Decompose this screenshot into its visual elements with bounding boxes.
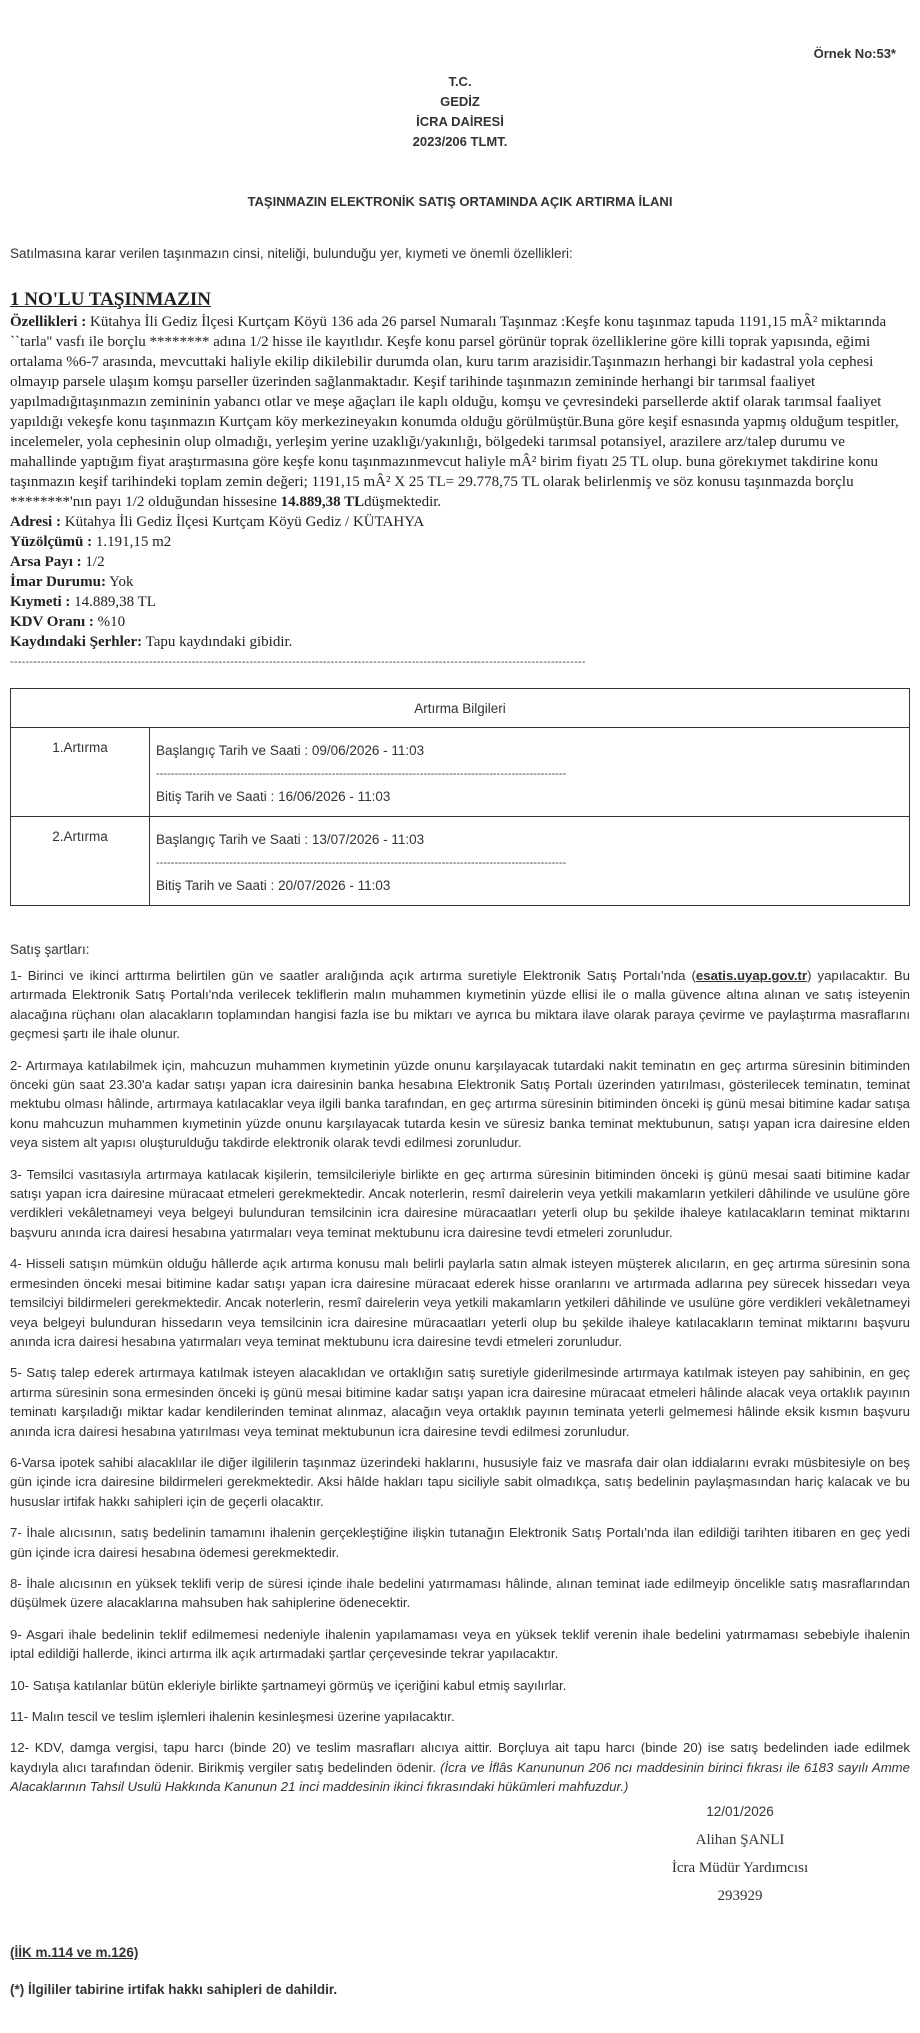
property-annotations: [10, 632, 910, 652]
area-label: Yüzölçümü :: [10, 534, 93, 550]
land-share-label: Arsa Payı :: [10, 554, 82, 570]
auction-table-header: Artırma Bilgileri: [11, 689, 910, 728]
property-divider: -----------------------------------------------------------------------------------------------------------------------------------------------------: [10, 656, 586, 668]
auction-label: 1.Artırma: [11, 728, 150, 817]
auction-separator: ----------------------------------------------------------------------------------------------------------------: [156, 857, 567, 869]
intro-text: Satılmasına karar verilen taşınmazın cinsi, niteliği, bulunduğu yer, kıymeti ve önemli özellikleri:: [10, 246, 573, 261]
condition-11: 11- Malın tescil ve teslim işlemleri ihalenin kesinleşmesi üzerine yapılacaktır.: [10, 1709, 455, 1724]
end-label: Bitiş Tarih ve Saati :: [156, 789, 279, 804]
signer-title: İcra Müdür Yardımcısı: [671, 1860, 809, 1876]
auction-start: [156, 740, 903, 762]
area-value: 1.191,15 m2: [92, 534, 172, 550]
header-city: GEDİZ: [440, 94, 480, 109]
condition-2: 2- Artırmaya katılabilmek için, mahcuzun muhammen kıymetinin yüzde onunu karşılayacak tutardaki nakit teminatın en geç artırma süresinin bitiminden önceki gün saat 23.30'a kadar satışı yapan icra dairesinin banka hesabına Elektronik Satış Portalı üzerinden yatırılması, gösterilecek teminatın, teminat mektubu olması hâlinde, artırmaya katılacaklar veya ilgili banka tarafından, en geç artırma süresinin bitiminden önceki iş günü mesai bitimine kadar satışa konu mahcuzun muhammen kıymetinin yüzde onunu karşılayacak tutarda kesin ve süresiz banka teminat mektubunun, satışı yapan icra dairesine elden veya sistem alt yapısı oluşturulduğu takdirde elektronik olarak tevdi edilmesi zorunludur.: [10, 1057, 910, 1151]
signature-block: [650, 1798, 830, 1910]
annotations-value: Tapu kaydındaki gibidir.: [142, 634, 293, 650]
signature-date: 12/01/2026: [706, 1804, 774, 1819]
office-header: [10, 72, 910, 152]
condition-9: 9- Asgari ihale bedelinin teklif edilmemesi nedeniyle ihalenin yapılamaması veya en yüksek teklif verenin ihale bedelini yatırmaması sebebiyle ihalenin iptal edildiği hallerde, ikinci artırma ilk açık artırmadaki şartlar çerçevesinde tekrar yapılacaktır.: [10, 1626, 910, 1662]
auction-table: [10, 688, 910, 906]
property-zoning: [10, 572, 910, 592]
land-share-value: 1/2: [81, 554, 105, 570]
notice-title: TAŞINMAZIN ELEKTRONİK SATIŞ ORTAMINDA AÇIK ARTIRMA İLANI: [247, 194, 673, 209]
signer-name: Alihan ŞANLI: [695, 1832, 785, 1848]
annotations-label: Kaydındaki Şerhler:: [10, 634, 143, 650]
auction-end: [156, 786, 903, 808]
start-value: 13/07/2026 - 11:03: [311, 832, 425, 847]
auction-row: [11, 728, 910, 817]
property-features: [10, 312, 910, 512]
end-label: Bitiş Tarih ve Saati :: [156, 878, 279, 893]
conditions-title: Satış şartları:: [10, 942, 90, 957]
end-value: 16/06/2026 - 11:03: [278, 789, 391, 804]
condition-12: [10, 1738, 910, 1796]
zoning-label: İmar Durumu:: [10, 574, 106, 590]
condition-4: 4- Hisseli satışın mümkün olduğu hâllerde açık artırma konusu malı belirli paylarla satın almak isteyen müşterek alıcıların, en geç artırma süresinin sona ermesinden önceki mesai bitimine kadar satışı yapan icra dairesine müracaat ederek hisse oranlarını ve artırmada adlarına pey sürecek hissedarı veya temsilciyi bildirmeleri gerekmektedir. Ancak noterlerin, resmî dairelerin veya yetkili makamların yetkileri dâhilinde ve usulüne göre verdikleri vekâletnameyi veya belgeyi bulunduran hissedarın veya temsilcinin icra dairesine müracaatları yeterli olup bu şekilde ihaleye katılacakların teminat miktarını başvuru anında icra dairesi hesabına yatırmaları veya teminat mektubunu icra dairesine tevdi etmeleri zorunludur.: [10, 1256, 910, 1349]
features-text: Kütahya İli Gediz İlçesi Kurtçam Köyü 136 ada 26 parsel Numaralı Taşınmaz :Keşfe konu taşınmaz tapuda 1191,15 mÂ² miktarında ``tarla'' vasfı ile borçlu ******** adına 1/2 hisse ile kayıtlıdır. Keşfe konu parsel görünür toprak özelliklerine göre killi toprak yapısında, eğimi ortalama %6-7 arasında, mevcuttaki haliyle ekilip dikilebilir durumda olan, kuru tarım arazisidir.Taşınmazın herhangi bir kadastral yola cephesi olmayıp parsele ulaşım komşu parseller üzerinden sağlanmaktadır. Keşif tarihinde taşınmazın zemininde herhangi bir tarımsal faaliyet yapılmadığıtaşınmazın zemininin yabancı otlar ve meşe ağaçları ile kaplı olduğu, komşu ve çevresindeki parsellerde aktif olarak tarımsal faaliyet yapıldığı vekeşfe konu taşınmazın Kurtçam köy merkezineyakın konumda olduğu görülmüştür.Buna göre keşif esnasında yapmış olduğum tespitler, incelemeler, yola cephesinin olup olmadığı, yerleşim yerine uzaklığı/yakınlığı, bölgedeki tarımsal potansiyel, arazilere arz/talep durumu ve mahallinde yaptığım fiyat araştırmasına göre keşfe konu taşınmazınmevcut haliyle mÂ² birim fiyatı 25 TL olup. buna görekıymet takdirine konu taşınmazın keşif tarihindeki toplam zemin değeri; 1191,15 mÂ² X 25 TL= 29.778,75 TL olarak belirlenmiş ve söz konusu taşınmazda borçlu ********'nın payı 1/2 olduğundan hissesine: [10, 314, 899, 510]
auction-row: [11, 817, 910, 906]
start-label: Başlangıç Tarih ve Saati :: [156, 743, 312, 758]
auction-end: [156, 875, 903, 897]
features-tail: düşmektedir.: [364, 494, 442, 510]
condition-7: 7- İhale alıcısının, satış bedelinin tamamını ihalenin gerçekleştiğine ilişkin tutanağın Elektronik Satış Portalı'nda ilan edildiği tarihten itibaren en geç yedi gün içinde icra dairesi hesabına ödemesi gerekmektedir.: [10, 1525, 910, 1560]
property-vat: [10, 612, 910, 632]
share-value: 14.889,38 TL: [280, 494, 365, 510]
address-label: Adresi :: [10, 514, 61, 530]
law-reference: (İİK m.114 ve m.126): [10, 1945, 139, 1960]
start-value: 09/06/2026 - 11:03: [311, 743, 425, 758]
header-office: İCRA DAİRESİ: [416, 114, 504, 129]
value-label: Kıymeti :: [10, 594, 71, 610]
condition-8: 8- İhale alıcısının en yüksek teklifi verip de süresi içinde ihale bedelini yatırmaması hâlinde, alınan teminat iade edilmeyip öncelikle satış masraflarından düşülmek üzere alacaklarına mahsuben hak sahiplerine ödenecektir.: [10, 1575, 910, 1611]
auction-label: 2.Artırma: [11, 817, 150, 906]
vat-label: KDV Oranı :: [10, 614, 94, 630]
auction-separator: ----------------------------------------------------------------------------------------------------------------: [156, 768, 567, 780]
property-land-share: [10, 552, 910, 572]
vat-value: %10: [93, 614, 126, 630]
end-value: 20/07/2026 - 11:03: [278, 878, 391, 893]
property-address: [10, 512, 910, 532]
condition-10: 10- Satışa katılanlar bütün ekleriyle birlikte şartnameyi görmüş ve içeriğini kabul etmiş sayılırlar.: [10, 1677, 567, 1693]
auction-dates: [150, 728, 910, 817]
auction-dates: [150, 817, 910, 906]
condition-12-text: 12- KDV, damga vergisi, tapu harcı (binde 20) ve teslim masrafları alıcıya aittir. Borçluya ait tapu harcı (binde 20) ise satış bedelinden iade edilmek kaydıyla alıcı tarafından ödenir. Birikmiş vergiler satış bedelinden ödenir.: [10, 1740, 910, 1775]
condition-6: 6-Varsa ipotek sahibi alacaklılar ile diğer ilgililerin taşınmaz üzerindeki haklarını, hususiyle faiz ve masrafa dair olan iddialarını evrakı müsbitesiyle on beş gün içinde icra dairesine bildirmeleri gerekmektedir. Aksi hâlde hakları tapu siciliyle sabit olmadıkça, satış bedelinin paylaşmasından hariç kalacak ve bu hususlar irtifak hakkı sahipleri için de geçerli olacaktır.: [10, 1454, 910, 1509]
conditions-list: [10, 966, 910, 1809]
value-amount: 14.889,38 TL: [70, 594, 156, 610]
property-heading: 1 NO'LU TAŞINMAZIN: [10, 289, 211, 310]
start-label: Başlangıç Tarih ve Saati :: [156, 832, 312, 847]
sample-number: Örnek No:53*: [813, 46, 896, 61]
signer-number: 293929: [717, 1888, 763, 1904]
condition-5: 5- Satış talep ederek artırmaya katılmak isteyen alacaklıdan ve ortaklığın satış suretiyle giderilmesinde artırmaya katılmak isteyen pay sahibinin, en geç artırma süresinin sona ermesinden önceki iş günü mesai bitimine kadar satışı yapan icra dairesine müracaat etmeleri hâlinde alacak veya ortaklık payının teminatı karşıladığı miktar kadar kendilerinden teminat alınmaz, alacağın veya ortaklık payının teminata yeterli gelmemesi hâlinde eksik kısmın başvuru anında icra dairesi hesabına yatırılması veya teminat mektubunun icra dairesine tevdi edilmesi zorunludur.: [10, 1365, 910, 1439]
zoning-value: Yok: [105, 574, 134, 590]
header-tc: T.C.: [448, 74, 472, 89]
address-value: Kütahya İli Gediz İlçesi Kurtçam Köyü Gediz / KÜTAHYA: [60, 514, 425, 530]
condition-1-text: 1- Birinci ve ikinci arttırma belirtilen gün ve saatler aralığında açık artırma suretiyle Elektronik Satış Portalı'nda (: [10, 968, 696, 983]
condition-1: [10, 966, 910, 1044]
condition-12-legal-note: (İcra ve İflâs Kanununun 206 ncı maddesinin birinci fıkrası ile 6183 sayılı Amme Alacaklarının Tahsil Usulü Hakkında Kanunun 21 inci maddesinin ikinci fıkrasındaki hükümleri mahfuzdur.): [10, 1759, 911, 1795]
property-value: [10, 592, 910, 612]
property-area: [10, 532, 910, 552]
auction-start: [156, 829, 903, 851]
esatis-link[interactable]: esatis.uyap.gov.tr: [695, 968, 808, 983]
features-label: Özellikleri :: [10, 314, 87, 330]
condition-3: 3- Temsilci vasıtasıyla artırmaya katılacak kişilerin, temsilcileriyle birlikte en geç artırma süresinin bitiminden önceki iş günü mesai saati bitimine kadar satışı yapan icra dairesine müracaat etmeleri gerekmektedir. Ancak noterlerin, resmî dairelerin veya yetkili makamların yetkileri dâhilinde ve usulüne göre verdikleri vekâletnameyi veya belgeyi bulunduran temsilcinin icra dairesine müracaatları yeterli olup bu şekilde ihaleye katılacakların teminat miktarını başvuru anında icra dairesi hesabına yatırmaları veya teminat mektubunu icra dairesine tevdi etmeleri zorunludur.: [10, 1166, 910, 1240]
header-file-no: 2023/206 TLMT.: [412, 134, 508, 149]
footnote: (*) İlgililer tabirine irtifak hakkı sahipleri de dahildir.: [10, 1982, 338, 1997]
property-section: [10, 288, 910, 672]
condition-1-text-cont: ) yapılacaktır. Bu artırmada Elektronik Satış Portalı'nda verilecek tekliflerin malın muhammen kıymetinin yüzde ellisi ile o malla güvence altına alınan ve satış isteyenin alacağına rüçhanı olan alacakların toplamından hangisi fazla ise bu miktarı ve ayrıca bu miktara ilave olarak paraya çevirme ve paylaştırma masraflarını geçmesi şartı ile ihale olunur.: [10, 968, 910, 1042]
